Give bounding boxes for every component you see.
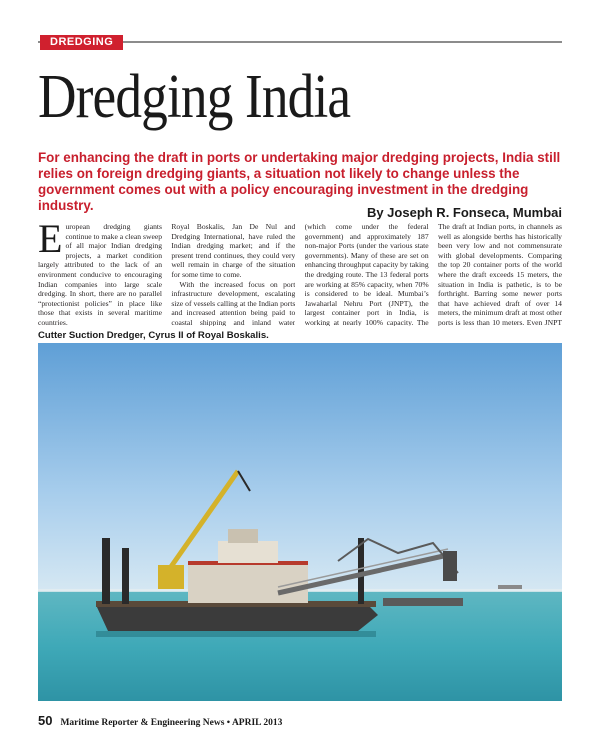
publication-name: Maritime Reporter & Engineering News • APRIL 2013	[60, 718, 283, 728]
photo-caption: Cutter Suction Dredger, Cyrus II of Royal Boskalis.	[38, 330, 269, 341]
sky	[38, 343, 562, 593]
page-number: 50	[38, 713, 53, 728]
paragraph: European dredging giants continue to make a clean sweep of all major Indian dredging projects, a market condition largely attributed to the lack of an environment conducive to encouraging Indian companies into large scale dredging. In short, there are no parallel “protectionist policies” in place like those that exists in several maritime countries.	[38, 222, 162, 326]
body-column-4	[438, 222, 562, 326]
paragraph: The draft at Indian ports, in channels as well as alongside berths has historically been very low and not commensurate with global developments. Comparing the top 20 container ports of the world where the draft exceeds 15 meters, the situation in India is pathetic, is to be forthright. Barring some newer ports that have achieved draft of over 14 meters, the minimum draft at most other ports is less than 10 meters. Even JNPT	[437, 222, 562, 326]
article-body	[38, 222, 562, 326]
body-column-1	[38, 222, 162, 326]
drop-cap: E	[38, 222, 63, 261]
body-column-3	[305, 222, 429, 326]
paragraph: (which come under the federal government) and approximately 187 non-major Ports (under the various state governments). Many of these are set on enhancing throughput capacity by taking the dredging route. The 13 federal ports are working at 85% capacity, when 70% is considered to be ideal. Mumbai’s Jawaharlal Nehru Port (JNPT), the largest container port in India, is working at nearly 100% capacity. The	[304, 222, 429, 326]
dredger-photo	[38, 343, 562, 701]
deck-summary: For enhancing the draft in ports or undertaking major dredging projects, India still relies on foreign dredging giants, a situation not likely to change unless the government comes out with a policy encouraging investment in the dredging industry.	[38, 150, 561, 213]
page-footer	[38, 712, 282, 730]
body-column-2	[171, 222, 295, 326]
section-tag: DREDGING	[40, 35, 123, 50]
paragraph: Royal Boskalis, Jan De Nul and Dredging International, have ruled the Indian dredging market; and if the present trend continues, they could very well remain in charge of the situation for some time to come.	[171, 222, 296, 279]
byline: By Joseph R. Fonseca, Mumbai	[366, 205, 562, 220]
headline: Dredging India	[38, 63, 351, 131]
paragraph: With the increased focus on port infrastructure development, escalating size of vessels calling at the Indian ports and increased attention being paid to coastal shipping and inland water	[171, 279, 296, 326]
